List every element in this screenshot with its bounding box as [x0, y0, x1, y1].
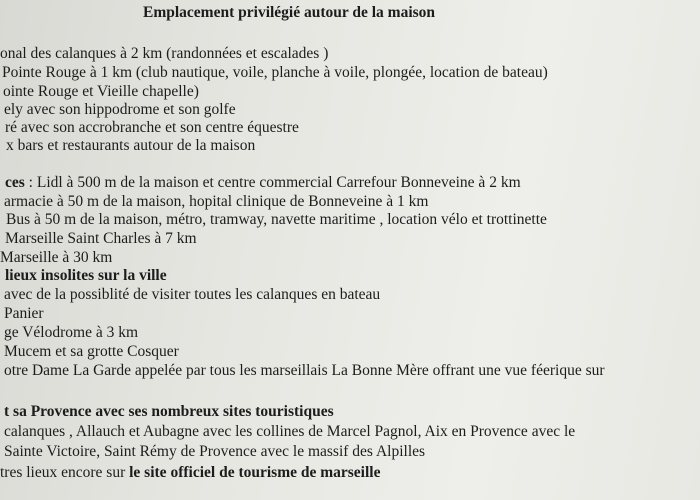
text-line: Sainte Victoire, Saint Rémy de Provence avec le massif des Alpilles	[4, 443, 426, 460]
text-line: armacie à 50 m de la maison, hopital clinique de Bonneveine à 1 km	[4, 193, 429, 210]
text-line: avec de la possiblité de visiter toutes les calanques en bateau	[4, 286, 381, 303]
text-line: Marseille à 30 km	[0, 249, 113, 266]
text-line: onal des calanques à 2 km (randonnées et escalades )	[0, 45, 329, 62]
text-line: Mucem et sa grotte Cosquer	[4, 343, 179, 360]
text-line: tres lieux encore sur le site officiel de tourisme de marseille	[0, 464, 381, 481]
text-line: otre Dame La Garde appelée par tous les marseillais La Bonne Mère offrant une vue féerique sur	[4, 362, 605, 379]
text-line: Marseille Saint Charles à 7 km	[5, 230, 197, 247]
text-line: ge Vélodrome à 3 km	[4, 324, 139, 341]
text-line: ely avec son hippodrome et son golfe	[4, 101, 236, 118]
text-line: Panier	[4, 305, 44, 322]
document-title: Emplacement privilégié autour de la maison	[143, 4, 436, 21]
text-line: x bars et restaurants autour de la maison	[6, 137, 256, 154]
text-line: ces : Lidl à 500 m de la maison et centre commercial Carrefour Bonneveine à 2 km	[5, 174, 521, 191]
text-line: t sa Provence avec ses nombreux sites touristiques	[4, 403, 334, 420]
text-line: lieux insolites sur la ville	[5, 267, 167, 284]
text-line: ointe Rouge et Vieille chapelle)	[3, 83, 199, 100]
text-line: Bus à 50 m de la maison, métro, tramway, navette maritime , location vélo et trottinette	[6, 211, 547, 228]
text-line: ré avec son accrobranche et son centre équestre	[5, 119, 299, 136]
text-line: calanques , Allauch et Aubagne avec les collines de Marcel Pagnol, Aix en Provence avec le	[4, 423, 576, 440]
text-line: Pointe Rouge à 1 km (club nautique, voile, planche à voile, plongée, location de bateau)	[2, 64, 548, 81]
